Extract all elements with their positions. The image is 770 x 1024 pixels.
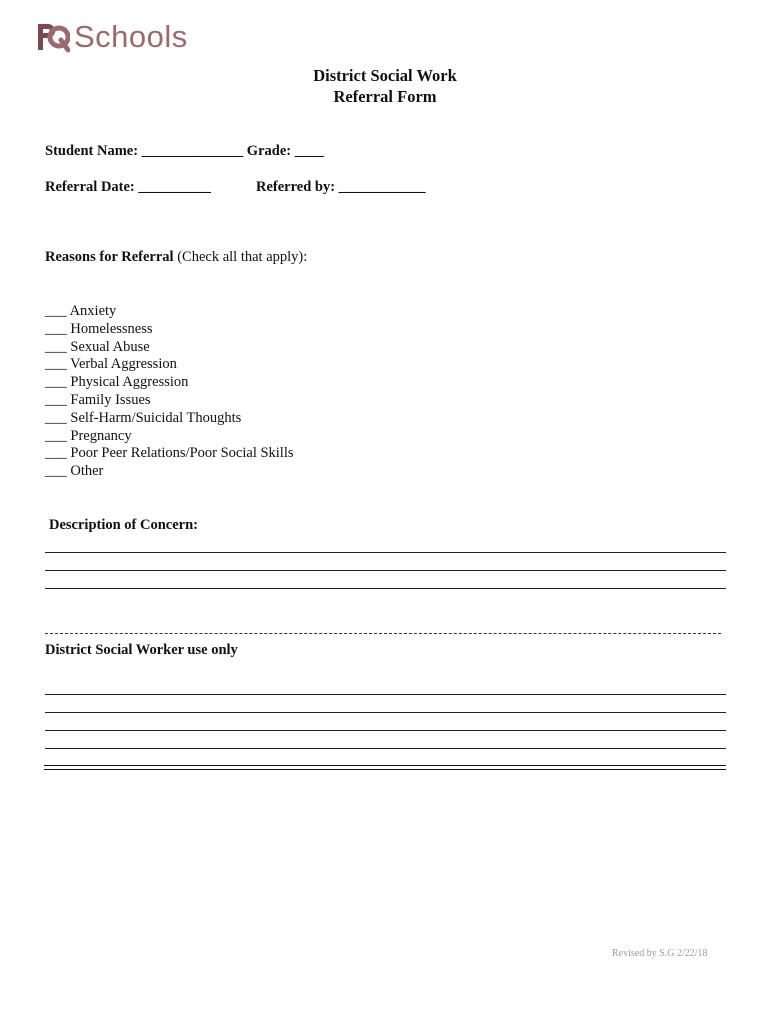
reason-label: Anxiety (69, 303, 117, 319)
revised-note: Revised by S.G 2/22/18 (612, 948, 708, 959)
social-worker-heading: District Social Worker use only (45, 642, 238, 658)
reason-checkbox-blank[interactable]: ___ (45, 409, 67, 426)
student-name-grade-field[interactable]: Student Name: ______________ Grade: ____ (45, 143, 324, 159)
reason-checkbox-blank[interactable]: ___ (45, 303, 67, 319)
form-title-line1: District Social Work (313, 66, 457, 85)
description-line[interactable] (45, 552, 726, 553)
reason-item-verbal-aggression[interactable] (45, 356, 294, 374)
reason-label: Family Issues (70, 391, 151, 408)
reason-label: Other (70, 463, 104, 480)
description-line[interactable] (45, 570, 726, 571)
reason-checkbox-blank[interactable]: ___ (45, 391, 67, 408)
reason-label: Physical Aggression (70, 374, 189, 391)
reason-item-homelessness[interactable] (45, 321, 294, 339)
reason-checkbox-blank[interactable]: ___ (45, 427, 67, 444)
reason-label: Verbal Aggression (70, 356, 177, 373)
reason-checkbox-blank[interactable]: ___ (45, 320, 67, 337)
reasons-heading-rest: (Check all that apply): (173, 249, 308, 265)
description-line[interactable] (45, 588, 726, 589)
reason-item-sexual-abuse[interactable] (45, 339, 294, 357)
reason-item-self-harm[interactable] (45, 410, 294, 428)
reason-item-family-issues[interactable] (45, 392, 294, 410)
reason-label: Poor Peer Relations/Poor Social Skills (70, 445, 294, 462)
reason-checkbox-blank[interactable]: ___ (45, 445, 67, 462)
reasons-heading (45, 249, 307, 266)
referral-date-field[interactable]: Referral Date: __________ (45, 179, 211, 195)
reason-checkbox-blank[interactable]: ___ (45, 356, 67, 373)
referred-by-field[interactable]: Referred by: ____________ (256, 179, 426, 195)
social-worker-line[interactable] (45, 730, 726, 731)
reason-item-pregnancy[interactable] (45, 428, 294, 446)
reason-item-poor-peer-relations[interactable] (45, 445, 294, 463)
reason-label: Homelessness (70, 320, 153, 337)
social-worker-line[interactable] (45, 712, 726, 713)
reasons-heading-bold: Reasons for Referral (45, 249, 174, 265)
reason-item-physical-aggression[interactable] (45, 374, 294, 392)
logo-text: Schools (74, 19, 188, 54)
social-worker-line[interactable] (45, 748, 726, 749)
pq-schools-logo (36, 20, 188, 54)
double-rule-divider (44, 765, 726, 770)
reason-list (45, 303, 294, 481)
reason-item-other[interactable] (45, 463, 294, 481)
reason-label: Self-Harm/Suicidal Thoughts (70, 409, 242, 426)
social-worker-line[interactable] (45, 694, 726, 695)
reason-checkbox-blank[interactable]: ___ (45, 338, 67, 355)
reason-checkbox-blank[interactable]: ___ (45, 374, 67, 391)
cut-divider (45, 633, 721, 634)
reason-item-anxiety[interactable] (45, 303, 294, 321)
reason-label: Sexual Abuse (70, 338, 150, 355)
reason-checkbox-blank[interactable]: ___ (45, 463, 67, 480)
form-title-line2: Referral Form (333, 87, 437, 106)
reason-label: Pregnancy (70, 427, 132, 444)
description-heading: Description of Concern: (49, 517, 199, 533)
pq-logo-mark-icon (36, 20, 70, 54)
